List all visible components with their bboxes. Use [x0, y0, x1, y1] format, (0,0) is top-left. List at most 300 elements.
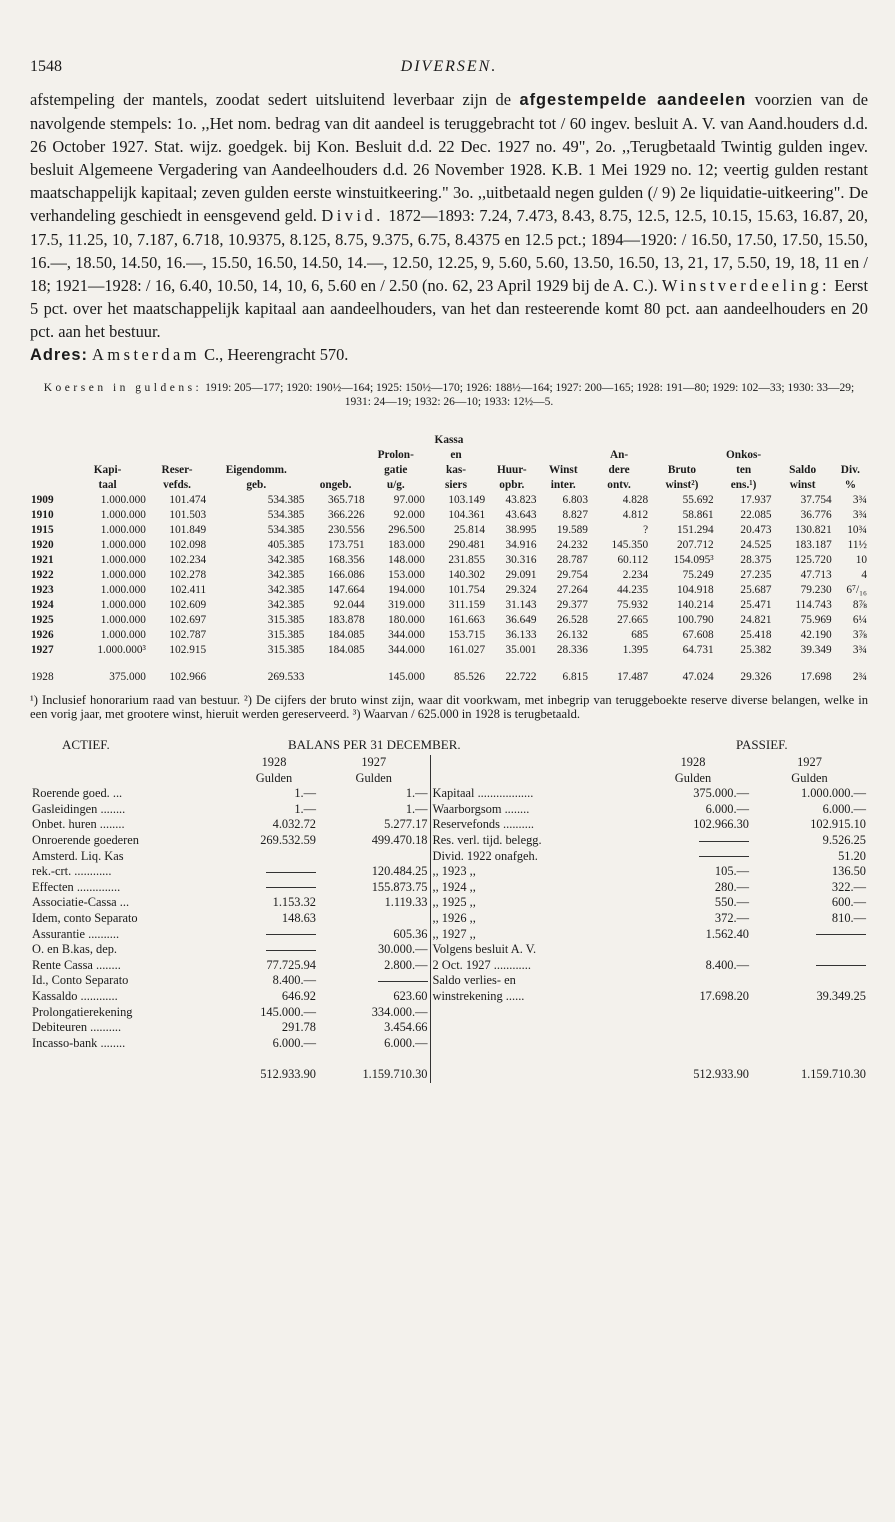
- kassa-cell: 4.828: [622, 494, 649, 507]
- kassa-cell: 151.294: [676, 524, 714, 537]
- kassa-year: 1925: [31, 614, 54, 627]
- kassa-cell: 19.589: [556, 524, 588, 537]
- kassa-cell: 104.918: [676, 584, 714, 597]
- passief-value: 810.—: [831, 910, 866, 925]
- kassa-cell: 194.000: [388, 584, 425, 597]
- actief-item: Kassaldo ............: [32, 988, 118, 1003]
- balance-row: [30, 911, 868, 927]
- balance-passief-label: PASSIEF.: [736, 737, 788, 753]
- text-run: 1872—1893: 7.24, 7.473, 8.43, 8.75, 12.5, 12.5, 10.15, 15.63, 16.87, 20, 17.5, 11.25, 10, 7.187, 6.718, 10.9375, 8.125, 8.75, 9.375, 6.75, 8.4375 en 12.5 pct.; 1894—1920: / 16.50, 17.50, 17.50, 15.50, 16.—, 18.50, 14.50, 16.—, 15.50, 16.50, 14.50, 14.—, 12.50, 12.25, 9, 5.60, 5.60, 13.50, 16.50, 13, 21, 17, 5.50, 19, 18, 11 en / 18; 1921—1928: / 16, 6.40, 10.50, 14, 10, 6, 5.60 en / 2.50 (no. 62, 23 April 1929 bij de A. C.).: [30, 206, 868, 295]
- kassa-year: 1927: [31, 644, 54, 657]
- kassa-cell: 34.916: [505, 539, 537, 552]
- kassa-cell: 27.235: [740, 569, 772, 582]
- passief-value: [751, 1020, 868, 1036]
- kassa-cell: 1.000.000: [100, 539, 146, 552]
- kassa-cell: 145.350: [611, 539, 649, 552]
- kassa-cell: 36.649: [505, 614, 537, 627]
- balance-row: [30, 786, 868, 802]
- kassa-cell: 534.385: [267, 494, 305, 507]
- kassa-cell: 183.878: [327, 614, 365, 627]
- kassa-cell: 130.821: [795, 524, 832, 537]
- kassa-column-header: An- dere ontv.: [607, 449, 631, 492]
- kassa-cell: 183.000: [388, 539, 425, 552]
- balance-header: [30, 737, 868, 755]
- year-heading: 1927: [797, 755, 822, 770]
- kassa-cell: 26.528: [556, 614, 588, 627]
- kassa-cell: 1.000.000: [100, 554, 146, 567]
- total-value: 512.933.90: [260, 1067, 316, 1082]
- passief-value: [635, 1036, 751, 1052]
- company-description: [30, 88, 868, 343]
- kassa-cell: 290.481: [448, 539, 486, 552]
- kassa-year: 1909: [31, 494, 54, 507]
- balance-totals: [30, 1051, 868, 1083]
- page-number: 1548: [30, 58, 62, 75]
- actief-value: 2.800.—: [384, 957, 428, 972]
- actief-value: [230, 849, 318, 865]
- kassa-cell: 29.754: [556, 569, 588, 582]
- kassa-cell: 8⅞: [852, 599, 867, 612]
- kassa-column-header: Winst inter.: [548, 464, 578, 492]
- balance-table: [30, 755, 868, 1083]
- kassa-cell: 147.664: [327, 584, 365, 597]
- year-heading: 1927: [361, 755, 387, 770]
- kassa-column-header: Reser- vefds.: [161, 464, 193, 492]
- total-value: 1.159.710.30: [362, 1067, 428, 1082]
- kassa-cell: 6.815: [562, 671, 588, 684]
- actief-value: 155.873.75: [371, 879, 428, 894]
- kassa-cell: 342.385: [267, 599, 305, 612]
- kassa-row-1928: [30, 670, 868, 685]
- passief-value: 1.000.000.—: [800, 786, 866, 801]
- kassa-cell: 75.969: [800, 614, 832, 627]
- kassa-cell: 29.326: [740, 671, 772, 684]
- kassa-cell: 25.814: [454, 524, 486, 537]
- balance-row: [30, 802, 868, 818]
- balance-row: [30, 973, 868, 989]
- kassa-cell: ?: [643, 524, 649, 537]
- blank-cell: [30, 1051, 230, 1083]
- kassa-cell: 365.718: [327, 494, 365, 507]
- balance-row: [30, 849, 868, 865]
- kassa-cell: 315.385: [267, 629, 305, 642]
- kassa-cell: 1.000.000: [100, 494, 146, 507]
- balance-row: [30, 864, 868, 880]
- kassa-cell: 319.000: [388, 599, 425, 612]
- passief-value: 9.526.25: [822, 833, 866, 847]
- actief-value: 6.000.—: [384, 1035, 428, 1050]
- kassa-cell: 37.754: [800, 494, 832, 507]
- balance-row: [30, 942, 868, 958]
- actief-value: 269.532.59: [260, 833, 316, 847]
- passief-value: [751, 942, 868, 958]
- kassa-column-header: en kas- siers: [445, 449, 467, 492]
- kassa-column-header: ongeb.: [319, 479, 352, 492]
- kassa-cell: 161.663: [448, 614, 486, 627]
- kassa-cell: 25.687: [740, 584, 772, 597]
- passief-item: Waarborgsom ........: [430, 802, 635, 818]
- kassa-cell: 102.697: [169, 614, 207, 627]
- kassa-cell: 29.324: [505, 584, 537, 597]
- kassa-cell: 58.861: [682, 509, 714, 522]
- actief-item: Roerende goed. ...: [32, 786, 123, 801]
- kassa-cell: 366.226: [327, 509, 365, 522]
- kassa-cell: 47.713: [800, 569, 832, 582]
- kassa-cell: 24.821: [740, 614, 772, 627]
- actief-value: 5.277.17: [384, 817, 428, 832]
- kassa-cell: 1.000.000: [100, 569, 146, 582]
- total-value: 1.159.710.30: [800, 1067, 866, 1082]
- kassa-cell: 145.000: [388, 671, 425, 684]
- actief-item: Associatie-Cassa ...: [32, 895, 130, 910]
- passief-item: Kapitaal ..................: [430, 786, 635, 802]
- kassa-cell: 153.000: [388, 569, 425, 582]
- actief-value: 120.484.25: [371, 864, 428, 879]
- year-heading: 1928: [680, 755, 706, 770]
- actief-value: 30.000.—: [377, 942, 428, 957]
- kassa-cell: 104.361: [448, 509, 486, 522]
- actief-item: Onbet. huren ........: [32, 817, 125, 832]
- passief-value: [751, 973, 868, 989]
- balance-unit-row: [30, 771, 868, 787]
- kassa-cell: 28.336: [556, 644, 588, 657]
- kassa-row: [30, 553, 868, 568]
- passief-item: Res. verl. tijd. belegg.: [430, 833, 635, 849]
- balance-row: [30, 1005, 868, 1021]
- kassa-cell: 55.692: [682, 494, 714, 507]
- kassa-cell: 92.000: [393, 509, 425, 522]
- kassa-cell: 3¾: [852, 494, 867, 507]
- actief-item: Debiteuren ..........: [32, 1020, 122, 1035]
- kassa-cell: 101.849: [169, 524, 207, 537]
- kassa-cell: 28.375: [740, 554, 772, 567]
- actief-value: 605.36: [393, 926, 428, 941]
- kassa-cell: 4: [861, 569, 867, 582]
- balance-row: [30, 895, 868, 911]
- kassa-year: 1923: [31, 584, 54, 597]
- kassa-cell: 75.932: [617, 599, 649, 612]
- kassa-title: Kassa: [434, 434, 464, 447]
- actief-item: rek.-crt. ............: [32, 864, 112, 879]
- actief-value: [318, 849, 430, 865]
- kassa-column-header: Eigendomm. geb.: [225, 464, 287, 492]
- kassa-cell: 154.095³: [673, 554, 714, 567]
- kassa-cell: 2¾: [852, 671, 867, 684]
- kassa-year: 1920: [31, 539, 54, 552]
- bold-phrase: afgestempelde aandeelen: [519, 91, 747, 109]
- kassa-cell: 25.418: [740, 629, 772, 642]
- kassa-row: [30, 493, 868, 508]
- kassa-cell: 405.385: [267, 539, 305, 552]
- share-prices: [30, 381, 868, 409]
- kassa-cell: 38.995: [505, 524, 537, 537]
- kassa-year: 1922: [31, 569, 54, 582]
- balance-row: [30, 880, 868, 896]
- passief-item: [430, 1005, 635, 1021]
- kassa-cell: 230.556: [327, 524, 365, 537]
- kassa-year: 1915: [31, 524, 54, 537]
- kassa-cell: 27.264: [556, 584, 588, 597]
- actief-value: [230, 880, 318, 896]
- balance-row: [30, 817, 868, 833]
- passief-value: 600.—: [831, 895, 866, 910]
- balance-year-row: [30, 755, 868, 771]
- kassa-cell: 79.230: [800, 584, 832, 597]
- kassa-cell: 44.235: [617, 584, 649, 597]
- actief-item: Rente Cassa ........: [32, 957, 121, 972]
- kassa-row: [30, 583, 868, 598]
- kassa-cell: 31.143: [505, 599, 537, 612]
- kassa-cell: 101.503: [169, 509, 207, 522]
- kassa-cell: 161.027: [448, 644, 486, 657]
- total-value: 512.933.90: [693, 1067, 749, 1082]
- kassa-cell: 39.349: [800, 644, 832, 657]
- kassa-cell: 2.234: [622, 569, 649, 582]
- passief-item: Divid. 1922 onafgeh.: [430, 849, 635, 865]
- kassa-table: [30, 433, 868, 685]
- kassa-cell: 3⅞: [852, 629, 867, 642]
- actief-value: [230, 864, 318, 880]
- kassa-column-header: Bruto winst²): [665, 464, 699, 492]
- passief-value: [635, 1005, 751, 1021]
- passief-value: 372.—: [714, 910, 749, 925]
- kassa-cell: 20.473: [740, 524, 772, 537]
- kassa-cell: 10: [855, 554, 867, 567]
- actief-value: 646.92: [281, 988, 316, 1003]
- unit-heading: Gulden: [791, 770, 828, 785]
- actief-value: [230, 942, 318, 958]
- kassa-cell: 97.000: [393, 494, 425, 507]
- passief-value: 39.349.25: [816, 988, 866, 1003]
- actief-value: 623.60: [393, 988, 428, 1003]
- kassa-cell: 101.474: [169, 494, 207, 507]
- text-run: Eerst 5 pct. over het maatschappelijk kapitaal aan aandeelhouders, van het dan resteerende komt 80 pct. aan aandeelhouders en 20 pct. aan het bestuur.: [30, 275, 868, 341]
- kassa-cell: 27.665: [617, 614, 649, 627]
- kassa-cell: 311.159: [448, 599, 486, 612]
- passief-item: ,, 1924 ,,: [430, 880, 635, 896]
- kassa-cell: 25.382: [740, 644, 772, 657]
- blank-cell: [430, 755, 635, 771]
- kassa-cell: 10¾: [847, 524, 867, 537]
- kassa-cell: 43.823: [505, 494, 537, 507]
- kassa-cell: 29.091: [505, 569, 537, 582]
- kassa-cell: 231.855: [448, 554, 486, 567]
- kassa-year: 1924: [31, 599, 54, 612]
- blank-cell: [30, 771, 230, 787]
- actief-item: Onroerende goederen: [32, 833, 139, 847]
- passief-item: 2 Oct. 1927 ............: [430, 958, 635, 974]
- passief-item: ,, 1927 ,,: [430, 927, 635, 943]
- kassa-cell: 24.525: [740, 539, 772, 552]
- actief-value: 3.454.66: [384, 1020, 428, 1035]
- kassa-cell: 1.000.000: [100, 584, 146, 597]
- kassa-cell: 173.751: [327, 539, 365, 552]
- text-run: voorzien van de navolgende stempels: 1o. ,,Het nom. bedrag van dit aandeel is teruggebracht tot / 60 ingev. besluit A. V. van Aand.houders d.d. 26 October 1927. Stat. wijz. goedgek. bij Kon. Besluit d.d. 22 Dec. 1927 no. 49", 2o. ,,Terugbetaald Twintig gulden ingev. besluit Algemeene Vergadering van Aandeelhouders d.d. 26 November 1928. K.B. 1 Mei 1929 no. 12; veertig gulden restant maatschappelijk kapitaal; zeven gulden eerste winstuitkeering." 3o. ,,uitbetaald negen gulden (/ 9) 2e liquidatie-uitkeering". De verhandeling geschiedt in eensgevend geld.: [30, 90, 869, 226]
- passief-value: 375.000.—: [693, 786, 749, 801]
- passief-value: [635, 849, 751, 865]
- actief-value: [230, 927, 318, 943]
- kassa-cell: 29.377: [556, 599, 588, 612]
- unit-heading: Gulden: [355, 770, 392, 785]
- kassa-row: [30, 538, 868, 553]
- kassa-cell: 3¾: [852, 509, 867, 522]
- passief-value: [635, 973, 751, 989]
- kassa-cell: 30.316: [505, 554, 537, 567]
- actief-value: 148.63: [281, 910, 316, 925]
- kassa-cell: 140.214: [676, 599, 714, 612]
- kassa-cell: 3¾: [852, 644, 867, 657]
- kassa-cell: 1.000.000: [100, 629, 146, 642]
- kassa-cell: 85.526: [454, 671, 486, 684]
- passief-value: 102.915.10: [810, 817, 866, 832]
- passief-value: 17.698.20: [699, 988, 749, 1003]
- actief-value: 6.000.—: [272, 1035, 316, 1050]
- kassa-cell: 60.112: [617, 554, 649, 567]
- kassa-cell: 25.471: [740, 599, 772, 612]
- actief-item: Gasleidingen ........: [32, 801, 126, 816]
- passief-value: 136.50: [831, 864, 866, 879]
- passief-item: winstrekening ......: [430, 989, 635, 1005]
- kassa-cell: 1.000.000³: [97, 644, 146, 657]
- kassa-cell: [305, 670, 365, 685]
- kassa-cell: 102.278: [169, 569, 207, 582]
- kassa-row: [30, 523, 868, 538]
- kassa-row: [30, 628, 868, 643]
- actief-item: Assurantie ..........: [32, 926, 120, 941]
- kassa-column-header: Saldo winst: [789, 464, 817, 492]
- passief-value: 6.000.—: [822, 801, 866, 816]
- kassa-cell: 1.395: [622, 644, 649, 657]
- kassa-cell: 166.086: [327, 569, 365, 582]
- passief-item: Reservefonds ..........: [430, 817, 635, 833]
- passief-value: 322.—: [831, 879, 866, 894]
- passief-value: [635, 942, 751, 958]
- kassa-cell: 102.787: [169, 629, 207, 642]
- kassa-row: [30, 613, 868, 628]
- actief-item: Effecten ..............: [32, 879, 121, 894]
- unit-heading: Gulden: [255, 770, 293, 785]
- kassa-cell: 344.000: [388, 629, 425, 642]
- passief-value: [635, 1020, 751, 1036]
- passief-item: ,, 1926 ,,: [430, 911, 635, 927]
- kassa-cell: 100.790: [676, 614, 714, 627]
- kassa-cell: 22.722: [505, 671, 537, 684]
- spaced-heading: Winstverdeeling:: [661, 275, 831, 295]
- balance-row: [30, 989, 868, 1005]
- kassa-cell: 168.356: [327, 554, 365, 567]
- kassa-cell: 685: [631, 629, 649, 642]
- kassa-cell: 17.487: [617, 671, 649, 684]
- kassa-cell: 1.000.000: [100, 509, 146, 522]
- kassa-cell: 92.044: [333, 599, 365, 612]
- kassa-cell: 6¼: [852, 614, 867, 627]
- share-prices-label: Koersen in guldens:: [43, 382, 203, 395]
- passief-value: [751, 958, 868, 974]
- kassa-cell: 534.385: [267, 524, 305, 537]
- kassa-cell: 17.937: [740, 494, 772, 507]
- text-run: afstempeling der mantels, zoodat sedert uitsluitend leverbaar zijn de: [30, 90, 520, 109]
- balance-row: [30, 1020, 868, 1036]
- balance-row: [30, 927, 868, 943]
- actief-item: Amsterd. Liq. Kas: [32, 848, 124, 863]
- actief-item: Idem, conto Separato: [32, 910, 138, 925]
- actief-value: 1.153.32: [272, 895, 316, 910]
- kassa-cell: 102.411: [169, 584, 207, 597]
- kassa-cell: 184.085: [327, 644, 365, 657]
- kassa-year: 1921: [31, 554, 54, 567]
- kassa-cell: 43.643: [505, 509, 537, 522]
- kassa-column-header: Kapi- taal: [93, 464, 122, 492]
- kassa-cell: 184.085: [327, 629, 365, 642]
- kassa-cell: 207.712: [676, 539, 714, 552]
- balance-row: [30, 958, 868, 974]
- kassa-cell: 35.001: [505, 644, 537, 657]
- kassa-cell: 75.249: [682, 569, 714, 582]
- balance-actief-label: ACTIEF.: [62, 737, 110, 753]
- page-title: DIVERSEN.: [400, 58, 498, 75]
- passief-value: [751, 927, 868, 943]
- spaced-heading: Divid.: [321, 206, 384, 226]
- kassa-cell: 153.715: [448, 629, 486, 642]
- passief-item: ,, 1925 ,,: [430, 895, 635, 911]
- kassa-column-header: [30, 448, 68, 493]
- kassa-row: [30, 643, 868, 658]
- kassa-cell: 36.133: [505, 629, 537, 642]
- passief-value: 6.000.—: [705, 801, 749, 816]
- kassa-cell: 24.232: [556, 539, 588, 552]
- actief-item: Id., Conto Separato: [32, 973, 129, 988]
- passief-value: 102.966.30: [693, 817, 749, 832]
- kassa-cell: 114.743: [795, 599, 832, 612]
- kassa-cell: 47.024: [682, 671, 714, 684]
- page-header: [30, 58, 868, 88]
- kassa-cell: 342.385: [267, 554, 305, 567]
- actief-value: 1.—: [294, 786, 316, 801]
- kassa-cell: 315.385: [267, 644, 305, 657]
- passief-item: [430, 1020, 635, 1036]
- address-street: C., Heerengracht 570.: [200, 345, 349, 365]
- passief-item: Volgens besluit A. V.: [430, 942, 635, 958]
- kassa-cell: 269.533: [267, 671, 305, 684]
- kassa-cell: 140.302: [448, 569, 486, 582]
- kassa-cell: 67.608: [682, 629, 714, 642]
- actief-value: 1.—: [294, 801, 316, 816]
- address-line: [30, 343, 868, 367]
- kassa-cell: 42.190: [800, 629, 832, 642]
- passief-value: 550.—: [714, 895, 749, 910]
- passief-value: 8.400.—: [705, 957, 749, 972]
- kassa-cell: 342.385: [267, 584, 305, 597]
- actief-value: 4.032.72: [272, 817, 316, 832]
- kassa-cell: 1.000.000: [100, 524, 146, 537]
- kassa-cell: 344.000: [388, 644, 425, 657]
- kassa-cell: 180.000: [388, 614, 425, 627]
- footnotes: ¹) Inclusief honorarium raad van bestuur. ²) De cijfers der bruto winst zijn, waar dit voorkwam, met inbegrip van teruggeboekte reserve diverse belangen, welke in een vorig jaar, met grootere winst, hieruit werden gereserveerd. ³) Waarvan / 625.000 in 1928 is terugbetaald.: [30, 693, 868, 722]
- kassa-cell: 6⁷/₁₆: [846, 584, 867, 597]
- actief-value: 1.—: [405, 786, 428, 801]
- kassa-cell: 6.803: [562, 494, 588, 507]
- kassa-cell: 183.187: [795, 539, 832, 552]
- kassa-row: [30, 598, 868, 613]
- kassa-cell: 17.698: [800, 671, 832, 684]
- kassa-cell: 4.812: [622, 509, 649, 522]
- kassa-column-header: Huur- opbr.: [496, 464, 527, 492]
- kassa-cell: 26.132: [556, 629, 588, 642]
- passief-value: 1.562.40: [705, 926, 749, 941]
- passief-item: ,, 1923 ,,: [430, 864, 635, 880]
- balance-title: BALANS PER 31 DECEMBER.: [288, 737, 461, 753]
- kassa-cell: 315.385: [267, 614, 305, 627]
